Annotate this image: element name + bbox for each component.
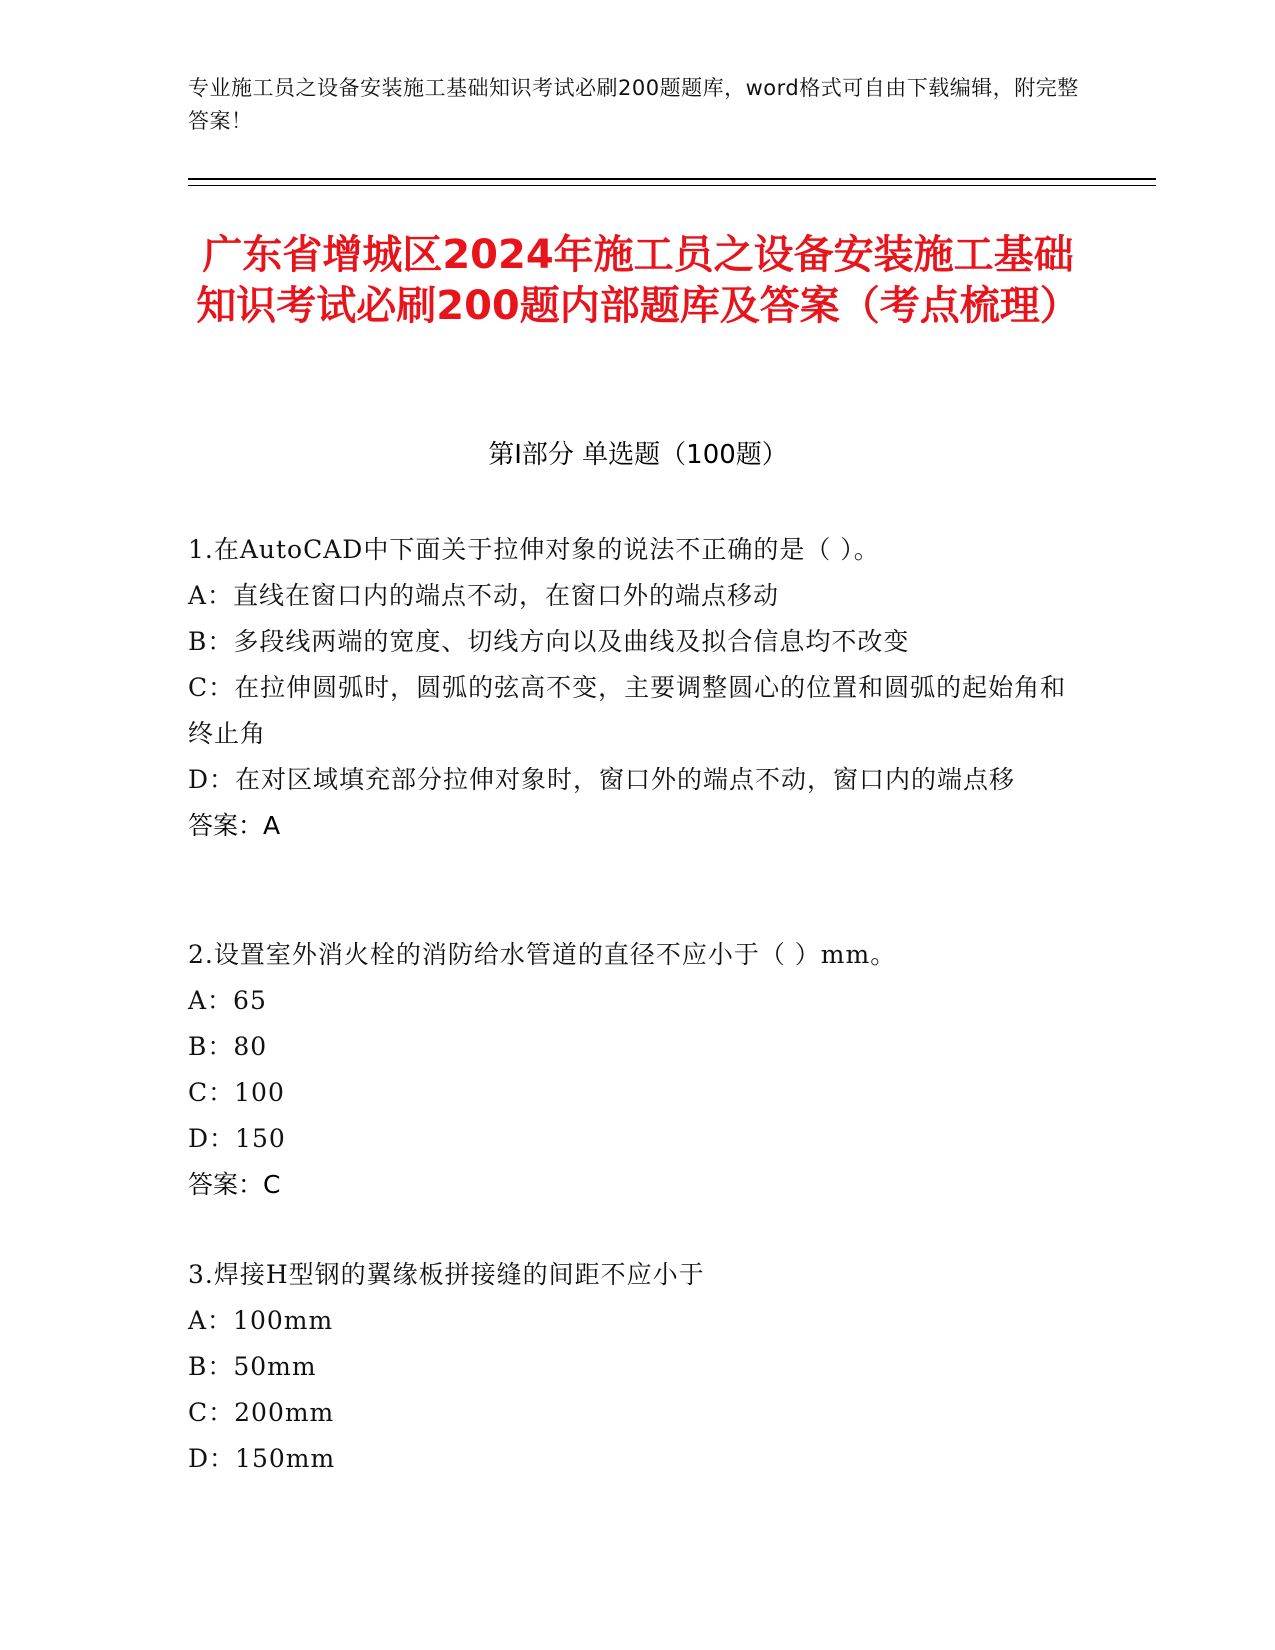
option-b: B：80 [188,1032,268,1061]
option-b: B：50mm [188,1352,317,1381]
question-stem: 2.设置室外消火栓的消防给水管道的直径不应小于（ ）mm。 [188,940,897,969]
option-d: D：150mm [188,1444,336,1473]
header-note: 专业施工员之设备安装施工基础知识考试必刷200题题库，word格式可自由下载编辑，附完整答案！ [188,76,1079,133]
option-b: B：多段线两端的宽度、切线方向以及曲线及拟合信息均不改变 [188,627,910,656]
answer-line: 答案：A [188,811,281,840]
option-d: D：在对区域填充部分拉伸对象时，窗口外的端点不动，窗口内的端点移 [188,765,1016,794]
option-c: C：在拉伸圆弧时，圆弧的弦高不变，主要调整圆心的位置和圆弧的起始角和终止角 [188,673,1067,748]
option-a: A：65 [188,986,267,1015]
question-3 [188,1252,1088,1482]
header-rule-thin [188,185,1156,186]
option-a: A：直线在窗口内的端点不动，在窗口外的端点移动 [188,581,780,610]
question-1 [188,527,1088,849]
section-heading: 第Ⅰ部分 单选题（100题） [488,440,788,470]
question-2 [188,932,1088,1208]
option-a: A：100mm [188,1306,334,1335]
option-c: C：100 [188,1078,285,1107]
option-c: C：200mm [188,1398,335,1427]
answer-line: 答案：C [188,1170,281,1199]
header-rule-thick [188,178,1156,180]
document-title: 广东省增城区2024年施工员之设备安装施工基础知识考试必刷200题内部题库及答案（考点梳理） [196,232,1080,329]
question-stem: 1.在AutoCAD中下面关于拉伸对象的说法不正确的是（ ）。 [188,535,880,564]
question-stem: 3.焊接H型钢的翼缘板拼接缝的间距不应小于 [188,1260,705,1289]
option-d: D：150 [188,1124,286,1153]
